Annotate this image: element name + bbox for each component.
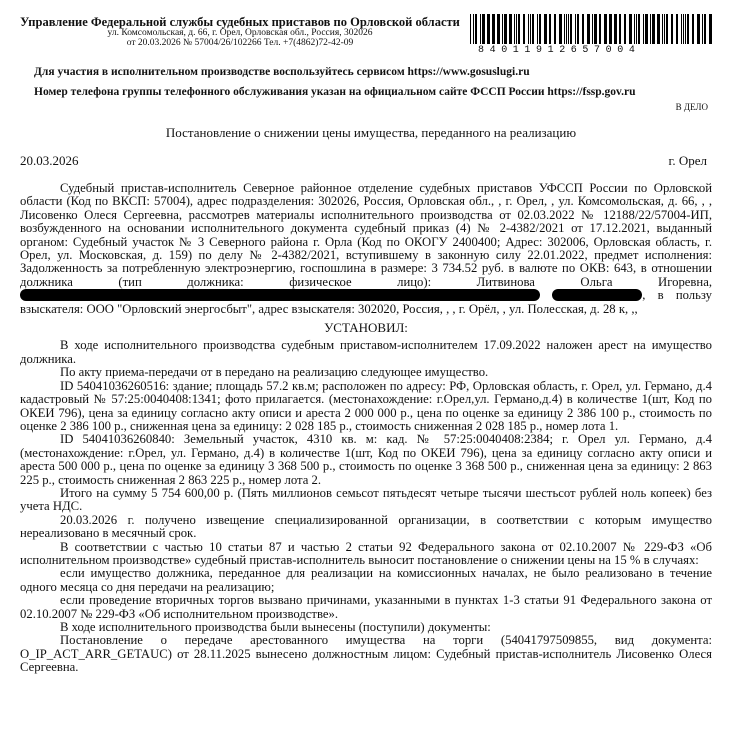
barcode-bar [516,14,517,44]
barcode-bar [681,14,682,44]
barcode-bar [575,14,576,44]
barcode-bar [582,14,584,44]
section-heading: УСТАНОВИЛ: [324,320,408,336]
barcode-bar [657,14,660,44]
barcode-bar [487,14,490,44]
barcode-bar [676,14,678,44]
barcode-bar [532,14,534,44]
barcode-bar [587,14,590,44]
barcode-bar [549,14,551,44]
barcode-bar [662,14,663,44]
paragraph: ID 54041036260840: Земельный участок, 4310 кв. м: кад. № 57:25:0040408:2384; г. Орел ул. Германо, д.4 (местонахождение: г.Орел, ул. Германо, д.4) в количестве 1(шт, Код по ОКЕИ 796), цена за единицу согласно акту описи и ареста 500 000 р., цена по оценке за единицу 3 368 500 р., стоимость по оценке 3 368 500 р., сниженная цена за единицу: 2 863 225 р., стоимость сниженная 2 863 225 р., номер лота 2. [20,432,712,487]
barcode-bar [666,14,668,44]
barcode-bar [664,14,665,44]
barcode-bar [470,14,471,44]
barcode-bar [636,14,637,44]
barcode-bar [704,14,706,44]
issuer-address: ул. Комсомольская, д. 66, г. Орел, Орловская обл., Россия, 302026 [107,28,373,39]
paragraph: Итого на сумму 5 754 600,00 р. (Пять миллионов семьсот пятьдесят четыре тысячи шестьсот рублей ноль копеек) без учета НДС. [20,485,712,514]
barcode-bar [509,14,512,44]
document-city: г. Орел [668,153,707,168]
paragraph: Постановление о передаче арестованного имущества на торги (54041797509855, вид документа: O_IP_ACT_ARR_GETAUC) от 28.11.2025 вынесено должностным лицом: Судебный пристав-исполнитель Лисовенко Олеся Сергеевна. [20,633,712,675]
barcode-bar [599,14,601,44]
barcode-bar [624,14,626,44]
barcode-bar [554,14,556,44]
document-date: 20.03.2026 [20,153,79,168]
issuer-meta: от 20.03.2026 № 57004/26/102266 Тел. +7(4862)72-42-09 [126,38,354,49]
paragraph: 20.03.2026 г. получено извещение специализированной организации, в соответствии с которым имущество нереализовано в месячный срок. [20,512,712,541]
issuer-org: Управление Федеральной службы судебных приставов по Орловской области [20,15,460,29]
barcode-bar [709,14,712,44]
paragraph: если имущество должника, переданное для реализации на комиссионных началах, не было реализовано в течение одного месяца со дня передачи на реализацию; [20,566,712,594]
barcode-bar [638,14,640,44]
barcode-bar [480,14,481,44]
barcode-bar [564,14,565,44]
service-line-phone: Номер телефона группы телефонного обслуживания указан на официальном сайте ФССП России https://fssp.gov.ru [34,86,636,98]
barcode-bar [643,14,644,44]
barcode-bar [544,14,547,44]
barcode-bar [687,14,689,44]
barcode-bar [514,14,515,44]
barcode-bar [492,14,495,44]
barcode-bar [497,14,500,44]
barcode-bar [518,14,520,44]
barcode-bar [539,14,541,44]
document-title: Постановление о снижении цены имущества, переданного на реализацию [165,125,577,140]
paragraph: В соответствии с частью 10 статьи 87 и частью 2 статьи 92 Федерального закона от 02.10.2007 № 229-ФЗ «Об исполнительном производстве» судебный пристав-исполнитель выносит постановление о снижении цены на 15 % в случаях: [20,539,712,567]
barcode-bar [523,14,525,44]
paragraph: ID 54041036260516: здание; площадь 57.2 кв.м; расположен по адресу: РФ, Орловская область, г. Орел, ул. Германо, д.4 кадастровый № 57:25:0040408:1341; фото прилагается. (местонахождение: г.Орел,ул. Германо,д.4) в количестве 1(шт, Код по ОКЕИ 796), цена за единицу согласно акту описи и ареста 2 000 000 р., цена по оценке за единицу 2 386 100 р., стоимость по оценке 2 386 100 р., сниженная цена за единицу: 2 028 185 р., стоимость сниженная 2 028 185 р., номер лота 1. [20,378,712,433]
barcode-bar [683,14,684,44]
to-file-mark: В ДЕЛО [675,102,708,112]
barcode-bar [530,14,531,44]
barcode-bar [559,14,562,44]
intro-text: Судебный пристав-исполнитель Северное районное отделение судебных приставов УФССП России по Орловской области (Код по ВКСП: 57004), адрес подразделения: 302026, Россия, Орловская обл., , г. Орел, , ул. Комсомольская, д. 66, , , Лисовенко Олеся Сергеевна, рассмотрев материалы исполнительного производства от 02.03.2022 № 12188/22/57004-ИП, возбужденного на основании исполнительного документа судебный приказ (4) № 2-4382/2021 от 17.12.2021, выданный органом: Судебный участок № 3 Северного района г. Орла (Код по ОКОГУ 2400400; Адрес: 302006, Орловская область, г. Орел, ул. Московская, д. 159) по делу № 2-4382/2021, вступившему в законную силу 22.01.2022, предмет исполнения: Задолженность за потребленную электроэнергию, госпошлина в размере: 3 734.52 руб. в валюте по ОКВ: 643, в отношении должника (тип должника: физическое лицо): [20,181,712,289]
barcode-bar [502,14,503,44]
barcode-bar [577,14,579,44]
barcode-bar [671,14,673,44]
barcode-bar [645,14,648,44]
redaction-bar [552,289,642,301]
barcode-bar [475,14,477,44]
barcode-bar [619,14,621,44]
barcode-bar [592,14,593,44]
barcode-bar [697,14,700,44]
paragraph: В ходе исполнительного производства были вынесены (поступили) документы: [60,620,491,634]
barcode-bar [604,14,607,44]
redaction-bar [20,289,540,301]
barcode-bar [568,14,569,44]
barcode-bar [528,14,529,44]
barcode-bar [629,14,632,44]
paragraph: В ходе исполнительного производства судебным приставом-исполнителем 17.09.2022 наложен арест на имущество должника. [20,338,712,366]
barcode-bar [609,14,612,44]
barcode-bar [685,14,686,44]
barcode-number: 84011912657004 [478,45,641,56]
barcode-bar [594,14,597,44]
debtor-name: Литвинова Ольга Игоревна, [476,274,712,289]
barcode-bar [652,14,655,44]
barcode-bar [634,14,635,44]
barcode-bar [570,14,572,44]
barcode-bar [692,14,694,44]
barcode-bar [614,14,617,44]
paragraph: По акту приема-передачи от в передано на реализацию следующее имущество. [60,365,489,380]
barcode-bar [537,14,538,44]
barcode-bar [650,14,651,44]
barcode-bar [702,14,703,44]
barcode-bar [473,14,474,44]
issuer-header [20,16,460,49]
document-body [20,182,712,675]
intro-text-2: , в пользу взыскателя: ООО "Орловский энергосбыт", адрес взыскателя: 302020, Россия, , , г. Орёл, , ул. Полесская, д. 28 к, ,, [20,288,712,316]
paragraph: если проведение вторичных торгов вызвано причинами, указанными в пунктах 1-3 статьи 91 Федерального закона от 02.10.2007 № 229-ФЗ «Об исполнительном производстве». [20,593,712,621]
barcode-bar [504,14,507,44]
barcode-bar [482,14,485,44]
intro-paragraph [20,182,712,316]
barcode-bar [566,14,567,44]
service-line-gosuslugi: Для участия в исполнительном производстве воспользуйтесь сервисом https://www.gosuslugi.ru [34,66,530,78]
